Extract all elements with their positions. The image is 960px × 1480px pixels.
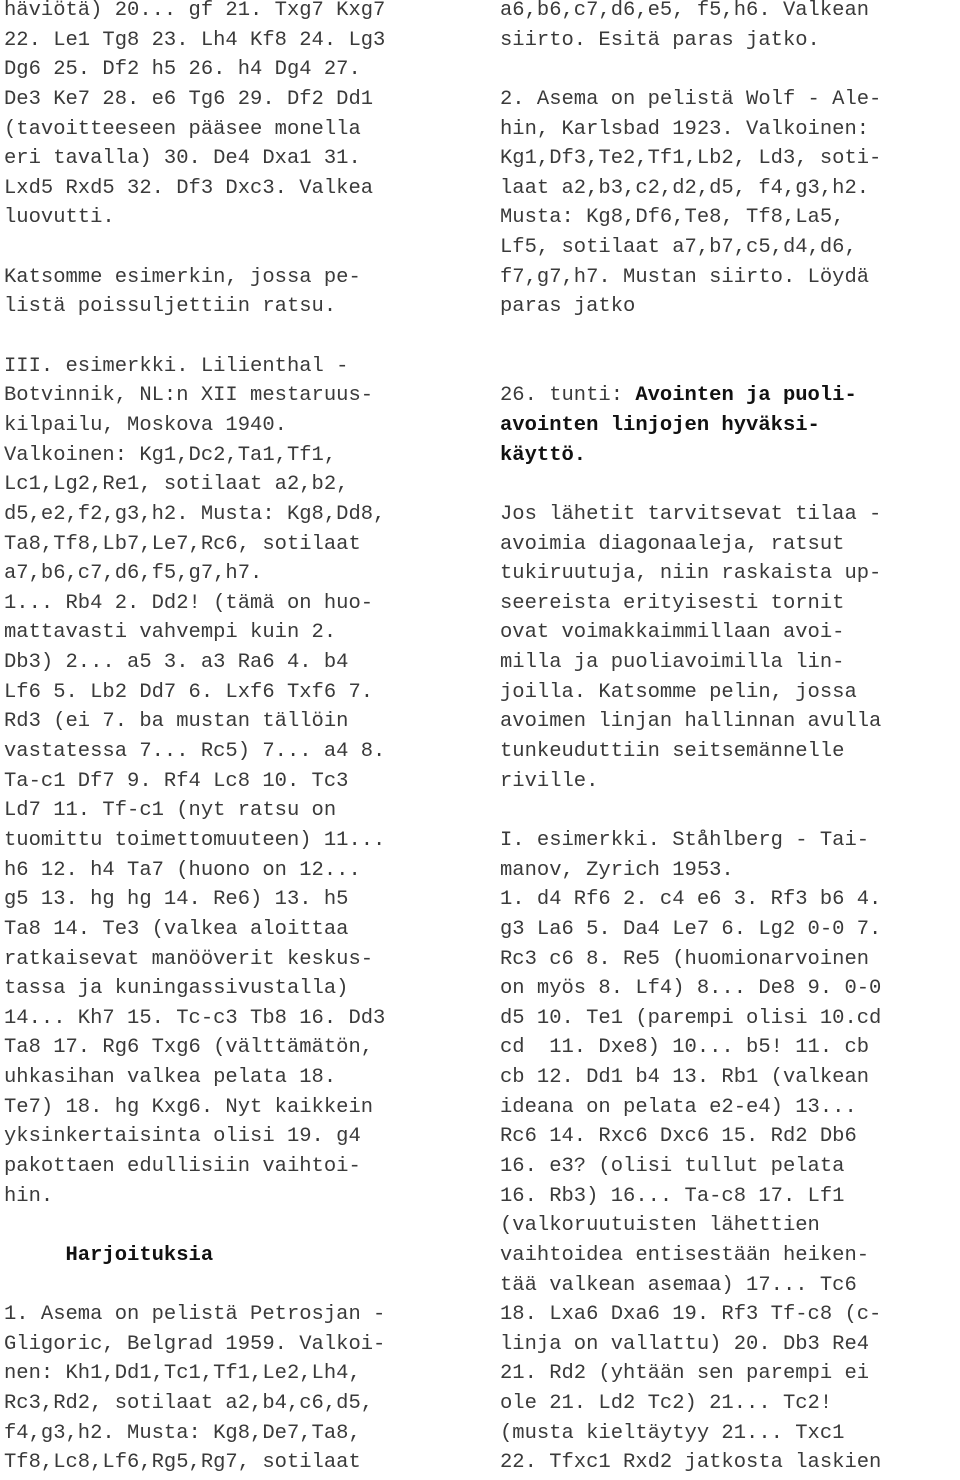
left-column-line-text: 1. Asema on pelistä Petrosjan - [4, 1303, 386, 1327]
left-column-line [4, 826, 474, 856]
left-column-line [4, 115, 474, 145]
left-column-line [4, 737, 474, 767]
right-column-line-text: milla ja puoliavoimilla lin- [500, 651, 845, 675]
right-column-line-text: avoimia diagonaaleja, ratsut [500, 532, 845, 556]
right-column-line-text: tää valkean asemaa) 17... Tc6 [500, 1273, 857, 1297]
left-column-line [4, 85, 474, 115]
left-column-line [4, 856, 474, 886]
right-column-line [500, 470, 960, 500]
right-column-line-text: cd 11. Dxe8) 10... b5! 11. cb [500, 1036, 870, 1060]
right-column-line-text: tukiruutuja, niin raskaista up- [500, 562, 882, 586]
right-column-line [500, 737, 960, 767]
left-column-line-text: häviötä) 20... gf 21. Txg7 Kxg7 [4, 0, 386, 22]
left-column-line [4, 174, 474, 204]
left-column-line-text: a7,b6,c7,d6,f5,g7,h7. [4, 562, 263, 586]
right-column-line-text: ole 21. Ld2 Tc2) 21... Tc2! [500, 1392, 833, 1416]
left-column-line [4, 945, 474, 975]
left-column-line-text: d5,e2,f2,g3,h2. Musta: Kg8,Dd8, [4, 502, 386, 526]
right-column-line [500, 856, 960, 886]
right-column-line [500, 203, 960, 233]
right-column-line-text: 18. Lxa6 Dxa6 19. Rf3 Tf-c8 (c- [500, 1303, 882, 1327]
right-column-line-text: f7,g7,h7. Mustan siirto. Löydä [500, 265, 870, 289]
left-column-line-text: g5 13. hg hg 14. Re6) 13. h5 [4, 888, 349, 912]
right-column-line [500, 974, 960, 1004]
left-column-line-text: yksinkertaisinta olisi 19. g4 [4, 1125, 361, 1149]
right-column-line-text: on myös 8. Lf4) 8... De8 9. 0-0 [500, 977, 882, 1001]
left-column-line [4, 1271, 474, 1301]
right-column-line-text: hin, Karlsbad 1923. Valkoinen: [500, 117, 870, 141]
right-column-line [500, 559, 960, 589]
right-column-line [500, 945, 960, 975]
right-column-line-text: ovat voimakkaimmillaan avoi- [500, 621, 845, 645]
right-column-line [500, 322, 960, 352]
right-column-line-text: Kg1,Df3,Te2,Tf1,Lb2, Ld3, soti- [500, 147, 882, 171]
right-column-line-text: tunkeuduttiin seitsemännelle [500, 740, 845, 764]
left-column-line [4, 441, 474, 471]
right-column-line-text: Jos lähetit tarvitsevat tilaa - [500, 502, 882, 526]
left-column-line-text: Botvinnik, NL:n XII mestaruus- [4, 384, 374, 408]
left-column-line-text: Ta8 14. Te3 (valkea aloittaa [4, 917, 349, 941]
section-heading-text: avointen linjojen hyväksi- [500, 413, 820, 437]
left-column-line [4, 1063, 474, 1093]
right-column-line [500, 1330, 960, 1360]
left-column-line-text: f4,g3,h2. Musta: Kg8,De7,Ta8, [4, 1421, 361, 1445]
left-column-line [4, 915, 474, 945]
left-column-line-text: Tf8,Lc8,Lf6,Rg5,Rg7, sotilaat [4, 1451, 361, 1475]
right-column-line-text: 21. Rd2 (yhtään sen parempi ei [500, 1362, 870, 1386]
left-column-line [4, 1004, 474, 1034]
right-column [500, 0, 960, 1478]
left-column-line [4, 1359, 474, 1389]
left-column-line-text: eri tavalla) 30. De4 Dxa1 31. [4, 147, 361, 171]
right-column-line [500, 1359, 960, 1389]
right-column-line-text: riville. [500, 769, 599, 793]
left-column-line-text: Gligoric, Belgrad 1959. Valkoi- [4, 1332, 386, 1356]
left-column-line-text: listä poissuljettiin ratsu. [4, 295, 337, 319]
right-column-line [500, 233, 960, 263]
left-column-line [4, 352, 474, 382]
left-column-line [4, 1033, 474, 1063]
left-column-line [4, 559, 474, 589]
right-column-line-text: Rc3 c6 8. Re5 (huomionarvoinen [500, 947, 870, 971]
left-column-line [4, 263, 474, 293]
left-column-line-text: h6 12. h4 Ta7 (huono on 12... [4, 858, 361, 882]
left-column-line [4, 885, 474, 915]
right-column-line-text: 16. Rb3) 16... Ta-c8 17. Lf1 [500, 1184, 845, 1208]
left-column-line [4, 618, 474, 648]
right-column-line-text: 1. d4 Rf6 2. c4 e6 3. Rf3 b6 4. [500, 888, 882, 912]
right-column-line [500, 263, 960, 293]
left-column-line [4, 678, 474, 708]
right-column-line [500, 678, 960, 708]
left-column-line [4, 500, 474, 530]
left-column-line [4, 1389, 474, 1419]
right-column-line-text: 16. e3? (olisi tullut pelata [500, 1154, 845, 1178]
right-column-line [500, 1122, 960, 1152]
right-column-line-text: a6,b6,c7,d6,e5, f5,h6. Valkean [500, 0, 870, 22]
left-column-line [4, 55, 474, 85]
right-column-line [500, 826, 960, 856]
left-column-line-text: 22. Le1 Tg8 23. Lh4 Kf8 24. Lg3 [4, 28, 386, 52]
right-column-line [500, 1271, 960, 1301]
left-column-line [4, 707, 474, 737]
right-column-line-text: avoimen linjan hallinnan avulla [500, 710, 882, 734]
left-column-line-text: 14... Kh7 15. Tc-c3 Tb8 16. Dd3 [4, 1006, 386, 1030]
right-column-line [500, 1389, 960, 1419]
right-column-line [500, 55, 960, 85]
left-column-line [4, 1152, 474, 1182]
right-column-line [500, 292, 960, 322]
left-column-line [4, 1300, 474, 1330]
right-column-line [500, 500, 960, 530]
right-column-line [500, 1093, 960, 1123]
right-column-line-text: 26. tunti: [500, 384, 636, 408]
right-column-line [500, 618, 960, 648]
right-column-line-text: Rc6 14. Rxc6 Dxc6 15. Rd2 Db6 [500, 1125, 857, 1149]
left-column-line-text: De3 Ke7 28. e6 Tg6 29. Df2 Dd1 [4, 87, 374, 111]
left-column-line [4, 1241, 474, 1271]
left-column-line [4, 1330, 474, 1360]
right-column-line [500, 1211, 960, 1241]
left-column-line-text: Ta-c1 Df7 9. Rf4 Lc8 10. Tc3 [4, 769, 349, 793]
left-column-line-text: nen: Kh1,Dd1,Tc1,Tf1,Le2,Lh4, [4, 1362, 361, 1386]
left-column-line-text: uhkasihan valkea pelata 18. [4, 1066, 337, 1090]
right-column-line [500, 115, 960, 145]
left-column-line-text: Rc3,Rd2, sotilaat a2,b4,c6,d5, [4, 1392, 374, 1416]
right-column-line [500, 352, 960, 382]
left-column-line [4, 411, 474, 441]
left-column-line-text: Ta8,Tf8,Lb7,Le7,Rc6, sotilaat [4, 532, 361, 556]
right-column-line [500, 589, 960, 619]
left-column-line-text: Valkoinen: Kg1,Dc2,Ta1,Tf1, [4, 443, 337, 467]
left-column-line-text: Lxd5 Rxd5 32. Df3 Dxc3. Valkea [4, 176, 374, 200]
left-column-line [4, 796, 474, 826]
left-column-line-text: (tavoitteeseen pääsee monella [4, 117, 361, 141]
left-column-line [4, 470, 474, 500]
right-column-line [500, 381, 960, 411]
left-column-line [4, 26, 474, 56]
right-column-line-text: g3 La6 5. Da4 Le7 6. Lg2 0-0 7. [500, 917, 882, 941]
right-column-line-text: (valkoruutuisten lähettien [500, 1214, 820, 1238]
right-column-line [500, 1004, 960, 1034]
left-column-line [4, 974, 474, 1004]
right-column-line [500, 85, 960, 115]
right-column-line-text: joilla. Katsomme pelin, jossa [500, 680, 857, 704]
left-column-line-text: Katsomme esimerkin, jossa pe- [4, 265, 361, 289]
left-column-line-text: III. esimerkki. Lilienthal - [4, 354, 349, 378]
left-column-line [4, 1448, 474, 1478]
right-column-line [500, 707, 960, 737]
left-column-line [4, 1182, 474, 1212]
left-column-line [4, 589, 474, 619]
left-column-line-text: Lf6 5. Lb2 Dd7 6. Lxf6 Txf6 7. [4, 680, 374, 704]
left-column-line [4, 292, 474, 322]
right-column-line [500, 1300, 960, 1330]
right-column-line-text: Lf5, sotilaat a7,b7,c5,d4,d6, [500, 236, 857, 260]
right-column-line [500, 767, 960, 797]
right-column-line-text: I. esimerkki. Ståhlberg - Tai- [500, 828, 870, 852]
left-column-line-text: vastatessa 7... Rc5) 7... a4 8. [4, 740, 386, 764]
left-column-line [4, 1093, 474, 1123]
left-column-line [4, 1122, 474, 1152]
left-column-line-text: Lc1,Lg2,Re1, sotilaat a2,b2, [4, 473, 349, 497]
left-column-line [4, 1419, 474, 1449]
right-column-line [500, 1448, 960, 1478]
right-column-line [500, 174, 960, 204]
right-column-line-text: laat a2,b3,c2,d2,d5, f4,g3,h2. [500, 176, 870, 200]
right-column-line [500, 915, 960, 945]
right-column-line [500, 144, 960, 174]
left-column-line [4, 203, 474, 233]
right-column-line-text: Musta: Kg8,Df6,Te8, Tf8,La5, [500, 206, 845, 230]
left-column-line-text: Dg6 25. Df2 h5 26. h4 Dg4 27. [4, 58, 361, 82]
right-column-line-text: d5 10. Te1 (parempi olisi 10.cd [500, 1006, 882, 1030]
left-column-line-text: hin. [4, 1184, 54, 1208]
left-column-line-text: pakottaen edullisiin vaihtoi- [4, 1154, 361, 1178]
left-column-line [4, 0, 474, 26]
left-column-line [4, 767, 474, 797]
right-column-line-text: 22. Tfxc1 Rxd2 jatkosta laskien [500, 1451, 882, 1475]
left-column-line [4, 648, 474, 678]
right-column-line [500, 885, 960, 915]
left-column [4, 0, 474, 1478]
right-column-line [500, 1063, 960, 1093]
right-column-line-text: 2. Asema on pelistä Wolf - Ale- [500, 87, 882, 111]
right-column-line [500, 26, 960, 56]
right-column-line [500, 530, 960, 560]
left-column-line-text: mattavasti vahvempi kuin 2. [4, 621, 337, 645]
right-column-line [500, 648, 960, 678]
right-column-line [500, 1241, 960, 1271]
right-column-line-text: (musta kieltäytyy 21... Txc1 [500, 1421, 845, 1445]
right-column-line [500, 1419, 960, 1449]
left-column-line-text: ratkaisevat manööverit keskus- [4, 947, 374, 971]
right-column-line [500, 1033, 960, 1063]
left-column-line-text: tassa ja kuningassivustalla) [4, 977, 349, 1001]
left-column-line-text: Ta8 17. Rg6 Txg6 (välttämätön, [4, 1036, 374, 1060]
left-column-line-text: Ld7 11. Tf-c1 (nyt ratsu on [4, 799, 337, 823]
right-column-line-text: vaihtoidea entisestään heiken- [500, 1243, 870, 1267]
left-column-line-text: kilpailu, Moskova 1940. [4, 413, 287, 437]
right-column-line [500, 441, 960, 471]
right-column-line-text: manov, Zyrich 1953. [500, 858, 734, 882]
section-heading-text: käyttö. [500, 443, 587, 467]
left-column-line [4, 322, 474, 352]
right-column-line-text: ideana on pelata e2-e4) 13... [500, 1095, 857, 1119]
right-column-line-text: siirto. Esitä paras jatko. [500, 28, 820, 52]
right-column-line-text: linja on vallattu) 20. Db3 Re4 [500, 1332, 870, 1356]
right-column-line-text: cb 12. Dd1 b4 13. Rb1 (valkean [500, 1066, 870, 1090]
right-column-line [500, 1152, 960, 1182]
left-column-line-text: tuomittu toimettomuuteen) 11... [4, 828, 386, 852]
left-column-line [4, 144, 474, 174]
right-column-line [500, 1182, 960, 1212]
left-column-line [4, 530, 474, 560]
left-column-line-text: Harjoituksia [4, 1243, 214, 1267]
left-column-line-text: Db3) 2... a5 3. a3 Ra6 4. b4 [4, 651, 349, 675]
left-column-line-text: Te7) 18. hg Kxg6. Nyt kaikkein [4, 1095, 374, 1119]
right-column-line [500, 411, 960, 441]
right-column-line-text: paras jatko [500, 295, 636, 319]
left-column-line [4, 1211, 474, 1241]
section-heading-text: Avointen ja puoli- [635, 384, 857, 408]
left-column-line [4, 381, 474, 411]
left-column-line [4, 233, 474, 263]
left-column-line-text: Rd3 (ei 7. ba mustan tällöin [4, 710, 349, 734]
right-column-line [500, 0, 960, 26]
right-column-line [500, 796, 960, 826]
right-column-line-text: seereista erityisesti tornit [500, 591, 845, 615]
left-column-line-text: 1... Rb4 2. Dd2! (tämä on huo- [4, 591, 374, 615]
left-column-line-text: luovutti. [4, 206, 115, 230]
